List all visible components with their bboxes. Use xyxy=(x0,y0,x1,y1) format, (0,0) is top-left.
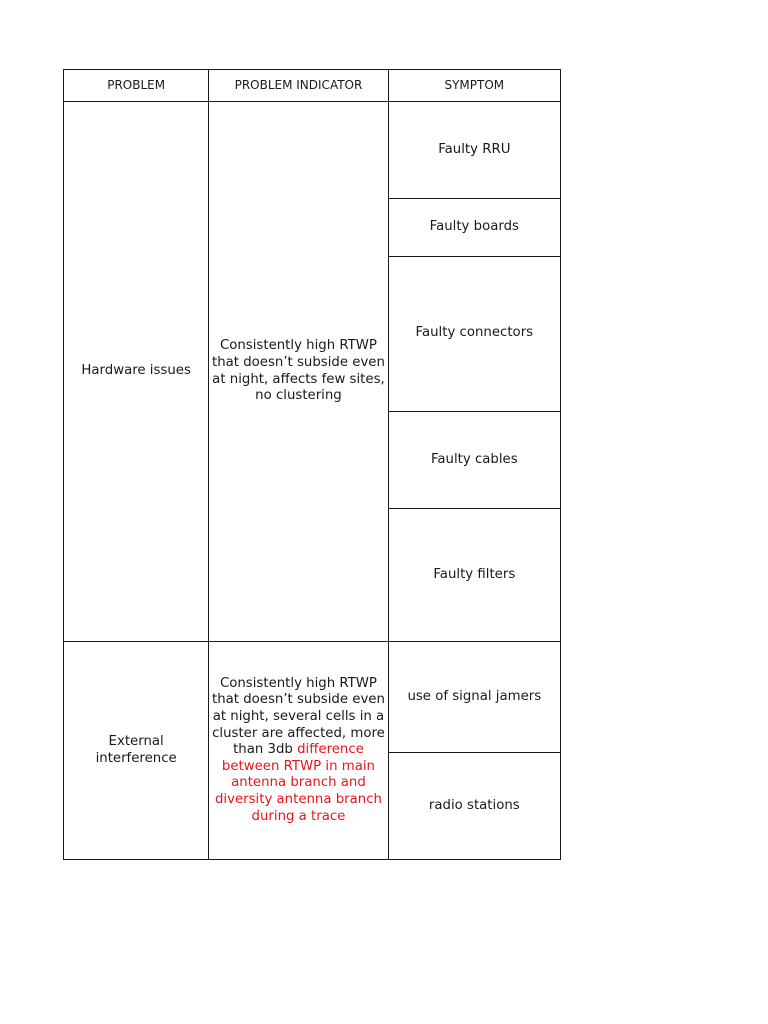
problem-external-interference: External interference xyxy=(64,642,209,860)
header-row xyxy=(64,70,561,102)
indicator-external-interference xyxy=(209,642,388,860)
symptom-faulty-cables: Faulty cables xyxy=(388,412,560,509)
table-row xyxy=(64,642,561,753)
indicator-hardware-issues: Consistently high RTWP that doesn’t subside even at night, affects few sites, no clustering xyxy=(209,102,388,642)
symptom-faulty-rru: Faulty RRU xyxy=(388,102,560,199)
symptom-faulty-boards: Faulty boards xyxy=(388,199,560,257)
symptom-faulty-connectors: Faulty connectors xyxy=(388,257,560,412)
header-problem-indicator: PROBLEM INDICATOR xyxy=(209,70,388,102)
indicator-text: Consistently high RTWP that doesn’t subside even at night, several cells in a cluster are affected, more than 3db xyxy=(211,675,385,758)
symptom-faulty-filters: Faulty filters xyxy=(388,509,560,642)
symptom-radio-stations: radio stations xyxy=(388,753,560,860)
indicator-highlight-text: difference between RTWP in main antenna branch and diversity antenna branch during a trace xyxy=(214,742,382,824)
table-row xyxy=(64,102,561,199)
symptom-signal-jamers: use of signal jamers xyxy=(388,642,560,753)
header-problem: PROBLEM xyxy=(64,70,209,102)
header-symptom: SYMPTOM xyxy=(388,70,560,102)
problem-table xyxy=(63,69,561,860)
problem-hardware-issues: Hardware issues xyxy=(64,102,209,642)
